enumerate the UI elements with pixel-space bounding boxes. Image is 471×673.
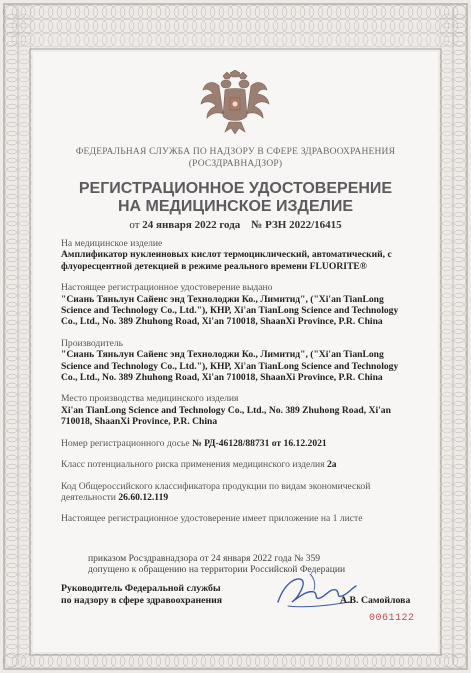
document-title-line2: НА МЕДИЦИНСКОЕ ИЗДЕЛИЕ	[117, 198, 354, 215]
agency-abbreviation: (РОСЗДРАВНАДЗОР)	[188, 159, 283, 169]
agency-name-line: ФЕДЕРАЛЬНАЯ СЛУЖБА ПО НАДЗОРУ В СФЕРЕ ЗДРАВООХРАНЕНИЯ	[75, 147, 396, 157]
device-name: Амплификатор нуклеиновых кислот термоциклический, автоматический, с флуоресцентной детекцией в режиме реального времени FLUORITE®	[61, 249, 392, 272]
production-site-label: Место производства медицинского изделия	[61, 393, 239, 405]
certificate-number: РЗН 2022/16415	[265, 219, 342, 231]
production-site-block	[61, 393, 416, 427]
dossier-block	[61, 438, 416, 449]
signatory-title-line1: Руководитель Федеральной службы	[61, 583, 221, 594]
appendix-text: Настоящее регистрационное удостоверение имеет приложение на 1 листе	[61, 513, 363, 525]
manufacturer-label: Производитель	[61, 337, 124, 349]
signatory-title-line2: по надзору в сфере здравоохранения	[61, 595, 223, 606]
document-title	[40, 180, 431, 216]
signer-name: А.В. Самойлова	[340, 595, 411, 606]
okpd-value: 26.60.12.119	[118, 491, 169, 503]
manufacturer-block	[61, 338, 416, 384]
issue-date: 24 января 2022 года	[142, 219, 241, 231]
appendix-block	[61, 513, 416, 524]
handwritten-signature	[270, 568, 360, 616]
holder-value: "Сиань Тяньлун Сайенс энд Технолоджи Ко., Лимитид", ("Xi'an TianLong Science and Technology Co., Ltd."), КНР, Xi'an TianLong Science and Technology Co., Ltd., No. 389 Zhuhong Road, Xi'an 710018, ShaanXi Province, P.R. China	[61, 293, 399, 328]
manufacturer-value: "Сиань Тяньлун Сайенс энд Технолоджи Ко., Лимитид", ("Xi'an TianLong Science and Technology Co., Ltd."), КНР, Xi'an TianLong Science and Technology Co., Ltd., No. 389 Zhuhong Road, Xi'an 710018, ShaanXi Province, P.R. China	[61, 349, 399, 384]
order-line1: приказом Росздравнадзора от 24 января 2022 года № 359	[88, 553, 321, 564]
signatory-title	[61, 583, 261, 607]
issue-prefix: от	[129, 219, 140, 231]
okpd-block	[61, 481, 416, 504]
okpd-label: Код Общероссийского классификатора продукции по видам экономической деятельности	[61, 480, 371, 503]
production-site-value: Xi'an TianLong Science and Technology Co., Ltd., No. 389 Zhuhong Road, Xi'an 710018, ShaanXi Province, P.R. China	[61, 404, 391, 428]
holder-block	[61, 282, 416, 328]
order-line2: допущено к обращению на территории Российской Федерации	[88, 564, 346, 576]
device-block	[61, 238, 416, 272]
certificate-number-label: №	[251, 219, 263, 231]
risk-class-label: Класс потенциального риска применения медицинского изделия	[61, 459, 325, 471]
holder-label: Настоящее регистрационное удостоверение выдано	[61, 282, 273, 294]
dossier-value: № РД-46128/88731 от 16.12.2021	[192, 437, 327, 449]
serial-number: 0061122	[369, 613, 415, 624]
issue-line	[40, 219, 431, 231]
device-label: На медицинское изделие	[61, 238, 163, 249]
risk-class-block	[61, 459, 416, 470]
certificate-body	[61, 238, 416, 535]
document-title-line1: РЕГИСТРАЦИОННОЕ УДОСТОВЕРЕНИЕ	[78, 180, 393, 197]
dossier-label: Номер регистрационного досье	[61, 437, 190, 449]
risk-class-value: 2а	[326, 459, 337, 471]
agency-name	[40, 146, 431, 170]
double-headed-eagle-emblem-icon	[199, 70, 271, 136]
